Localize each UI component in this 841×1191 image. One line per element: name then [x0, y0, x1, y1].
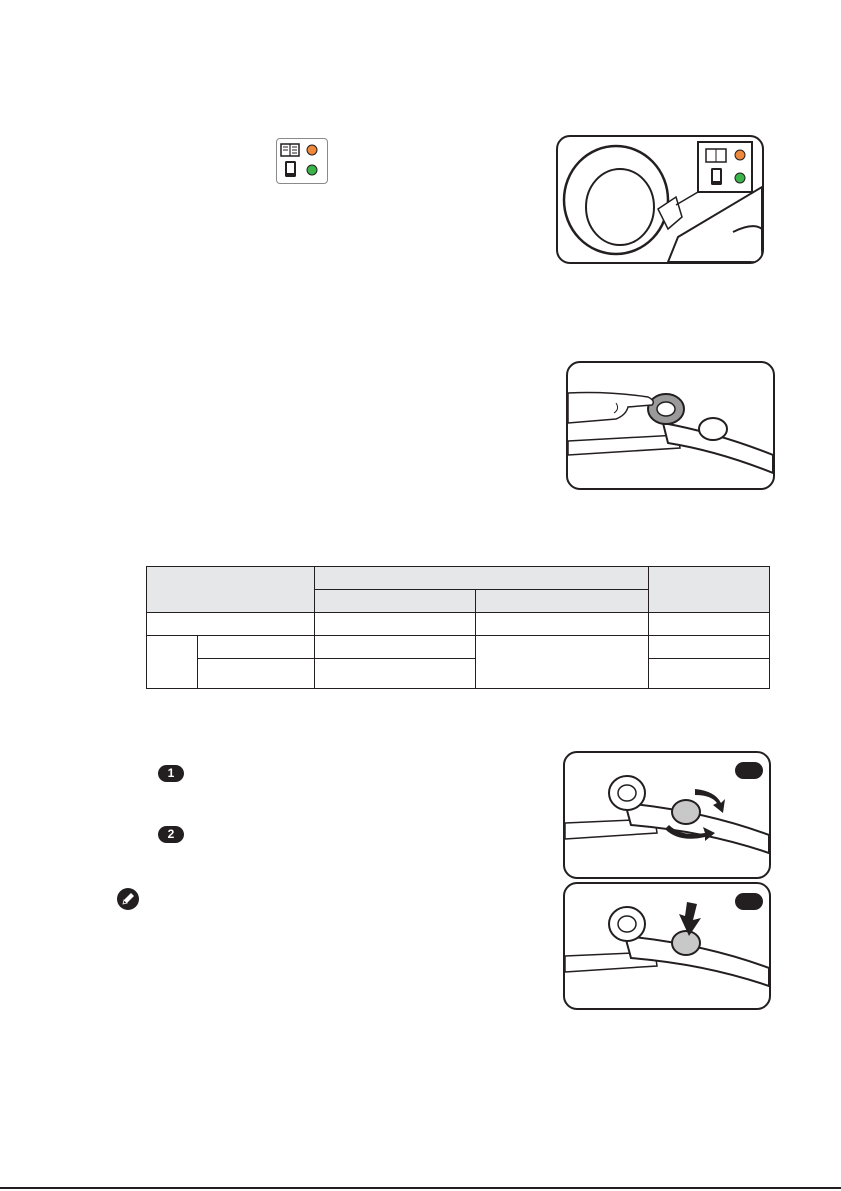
table-row	[147, 636, 770, 659]
table-cell	[649, 636, 770, 659]
table-cell	[198, 659, 315, 689]
page-bottom-rule	[0, 1187, 841, 1189]
spec-table	[146, 566, 770, 689]
document-mode-icon	[281, 144, 299, 156]
table-cell	[476, 613, 649, 636]
green-led-icon	[307, 165, 317, 175]
note-pencil-icon	[116, 887, 140, 911]
indicator-legend	[276, 138, 328, 184]
ring-indicator-graphic	[558, 137, 762, 262]
step-badge-1: 1	[158, 765, 184, 782]
table-cell	[315, 659, 476, 689]
indicator-illustration	[556, 135, 764, 264]
table-header-cell	[315, 590, 476, 613]
table-cell	[147, 636, 198, 689]
table-header-cell	[476, 590, 649, 613]
table-cell	[147, 613, 315, 636]
tablet-mode-icon	[285, 161, 296, 177]
table-cell	[315, 613, 476, 636]
table-cell	[315, 636, 476, 659]
press-knob-illustration	[563, 882, 771, 1010]
panel-step-badge	[735, 893, 763, 910]
indicator-legend-graphic	[277, 139, 327, 183]
table-cell	[649, 659, 770, 689]
table-cell	[649, 613, 770, 636]
panel-step-badge	[735, 762, 763, 779]
table-row	[147, 659, 770, 689]
step-badge-2: 2	[158, 826, 184, 843]
table-header-cell	[649, 567, 770, 613]
hand-press-graphic	[568, 363, 773, 488]
table-row	[147, 613, 770, 636]
table-cell	[198, 636, 315, 659]
table-header-cell	[315, 567, 649, 590]
rotate-knob-illustration	[563, 751, 771, 879]
table-cell	[476, 636, 649, 689]
table-header-row	[147, 567, 770, 590]
press-ring-illustration	[566, 361, 775, 490]
orange-led-icon	[307, 145, 317, 155]
table-header-cell	[147, 567, 315, 613]
